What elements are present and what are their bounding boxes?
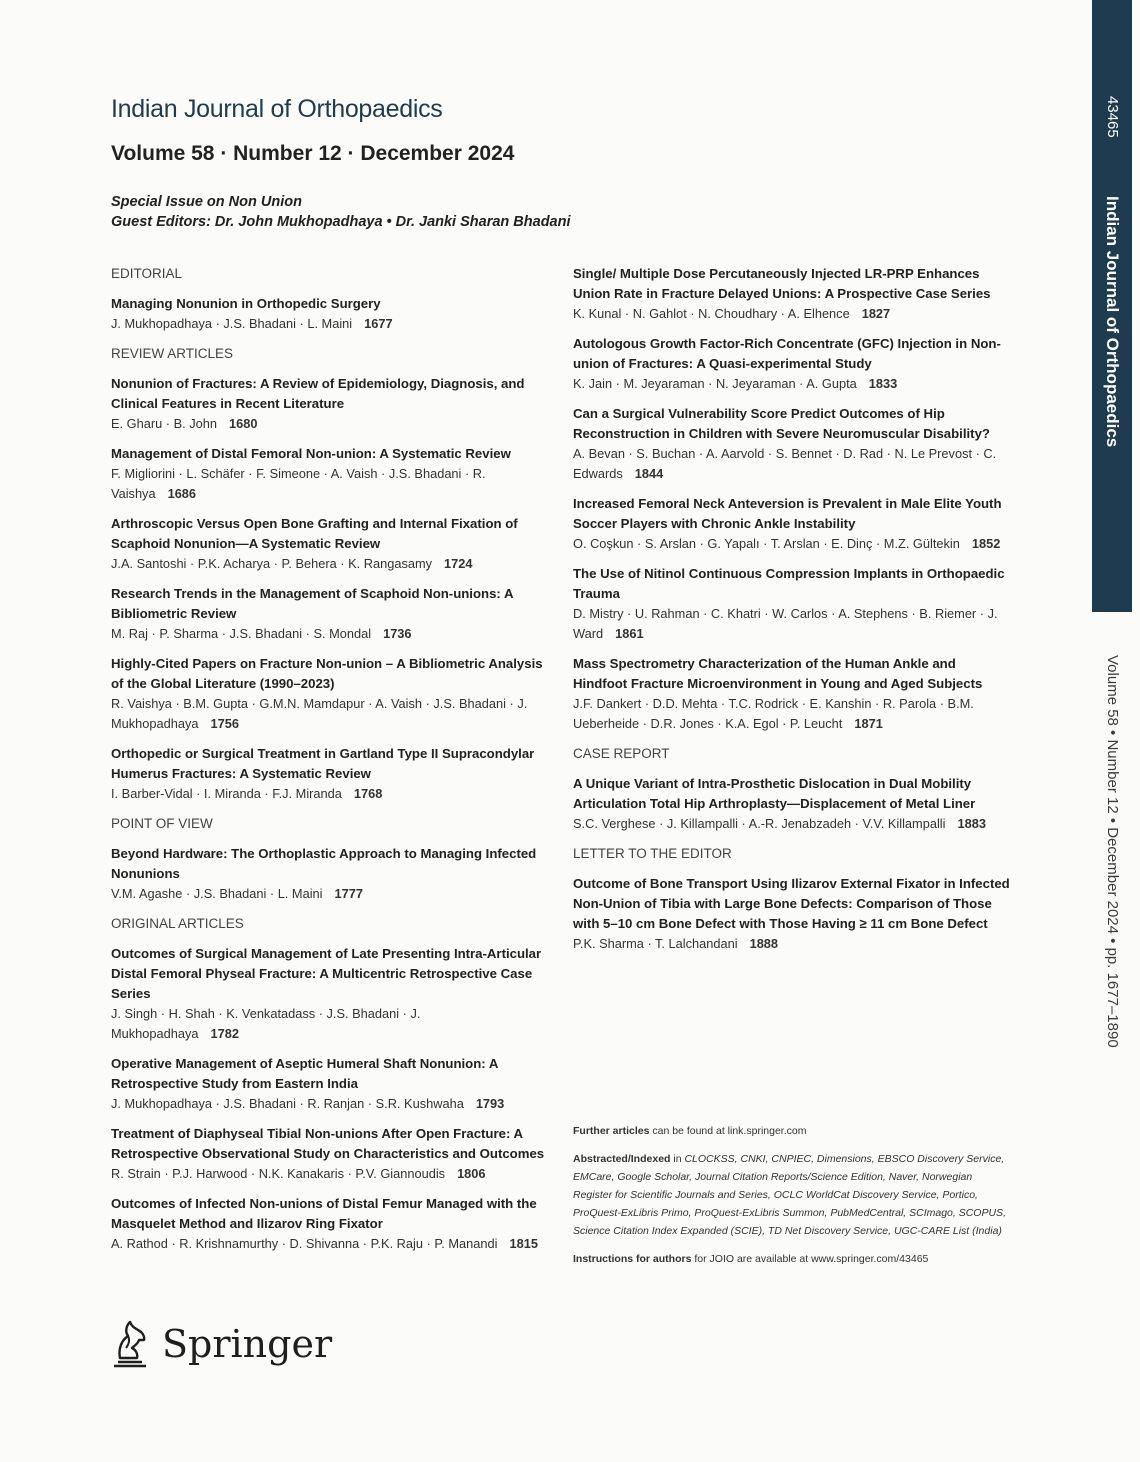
article-authors-line [573,694,1013,734]
section-heading: LETTER TO THE EDITOR [573,846,732,861]
article-page: 1724 [444,556,473,571]
article-authors-line [111,314,551,334]
springer-horse-icon [108,1318,152,1370]
article-authors: J.F. Dankert · D.D. Mehta · T.C. Rodrick · E. Kanshin · R. Parola · B.M. Ueberheide · D.R. Jones · K.A. Egol · P. Leucht [573,696,974,731]
article-page: 1871 [854,716,883,731]
abstracted-in: in [670,1153,685,1165]
article-authors: R. Strain · P.J. Harwood · N.K. Kanakaris · P.V. Giannoudis [111,1166,446,1181]
article-page: 1815 [509,1236,538,1251]
article-authors: O. Coşkun · S. Arslan · G. Yapalı · T. Arslan · E. Dinç · M.Z. Gültekin [573,536,960,551]
article-page: 1768 [353,786,383,801]
article-authors: J. Mukhopadhaya · J.S. Bhadani · R. Ranjan · S.R. Kushwaha [111,1096,464,1111]
article-entry[interactable] [111,1054,551,1114]
article-entry[interactable] [111,1194,551,1254]
section-heading: CASE REPORT [573,746,670,761]
article-title[interactable]: Autologous Growth Factor-Rich Concentrate (GFC) Injection in Non-union of Fractures: A Quasi-experimental Study [573,336,1001,371]
article-title[interactable]: Mass Spectrometry Characterization of the Human Ankle and Hindfoot Fracture Microenvironment in Young and Aged Subjects [573,656,983,691]
article-entry[interactable] [111,514,551,574]
article-authors: E. Gharu · B. John [111,416,217,431]
article-authors-line [111,464,551,504]
article-page: 1888 [749,936,779,951]
article-authors-line [573,814,1013,834]
spine-journal-code: 43465 [1104,96,1121,138]
article-page: 1736 [383,626,412,641]
article-authors-line [573,374,1013,394]
article-authors-line [573,444,1013,484]
article-entry[interactable] [573,564,1013,644]
article-title[interactable]: Nonunion of Fractures: A Review of Epidemiology, Diagnosis, and Clinical Features in Recent Literature [111,376,525,411]
article-title[interactable]: Increased Femoral Neck Anteversion is Prevalent in Male Elite Youth Soccer Players with Chronic Ankle Instability [573,496,1002,531]
article-entry[interactable] [573,404,1013,484]
article-authors: A. Bevan · S. Buchan · A. Aarvold · S. Bennet · D. Rad · N. Le Prevost · C. Edwards [573,446,997,481]
publisher-name: Springer [162,1322,333,1366]
article-page: 1861 [615,626,644,641]
section-heading: REVIEW ARTICLES [111,346,234,361]
article-authors-line [573,934,1013,954]
article-authors: K. Kunal · N. Gahlot · N. Choudhary · A. Elhence [573,306,850,321]
article-entry[interactable] [573,264,1013,324]
section-heading: ORIGINAL ARTICLES [111,916,244,931]
article-authors-line [573,604,1013,644]
article-page: 1833 [868,376,898,391]
article-title[interactable]: A Unique Variant of Intra-Prosthetic Dislocation in Dual Mobility Articulation Total Hip Arthroplasty—Displacement of Metal Liner [573,776,976,811]
article-authors: D. Mistry · U. Rahman · C. Khatri · W. Carlos · A. Stephens · B. Riemer · J. Ward [573,606,998,641]
article-entry[interactable] [111,1124,551,1184]
article-authors-line [573,534,1013,554]
article-entry[interactable] [111,744,551,804]
article-page: 1777 [334,886,363,901]
article-entry[interactable] [111,844,551,904]
article-authors-line [111,784,551,804]
toc-section [573,844,1013,954]
article-entry[interactable] [111,294,551,334]
toc-section [111,814,551,904]
toc-section [111,914,551,1254]
article-page: 1806 [457,1166,486,1181]
article-page: 1827 [861,306,891,321]
instructions-note [573,1250,1013,1268]
article-authors: R. Vaishya · B.M. Gupta · G.M.N. Mamdapur · A. Vaish · J.S. Bhadani · J. Mukhopadhaya [111,696,528,731]
toc-left-column [111,264,551,1264]
spine-journal-name: Indian Journal of Orthopaedics [1103,196,1122,448]
article-title[interactable]: Outcomes of Infected Non-unions of Distal Femur Managed with the Masquelet Method and Ilizarov Ring Fixator [111,1196,537,1231]
abstracted-label: Abstracted/Indexed [573,1153,671,1165]
springer-logo [108,1318,332,1370]
instructions-label: Instructions for authors [573,1253,692,1265]
section-heading: EDITORIAL [111,266,183,281]
article-entry[interactable] [111,374,551,434]
article-title[interactable]: Outcomes of Surgical Management of Late Presenting Intra-Articular Distal Femoral Physeal Fracture: A Multicentric Retrospective Case Series [111,946,542,1001]
article-title[interactable]: Single/ Multiple Dose Percutaneously Injected LR-PRP Enhances Union Rate in Fracture Delayed Unions: A Prospective Case Series [573,266,991,301]
special-issue-title: Special Issue on Non Union [111,194,302,210]
article-authors: K. Jain · M. Jeyaraman · N. Jeyaraman · A. Gupta [573,376,857,391]
further-articles-label: Further articles [573,1125,650,1137]
instructions-text: for JOIO are available at www.springer.com/43465 [691,1253,929,1265]
article-authors-line [111,624,551,644]
article-page: 1844 [634,466,664,481]
toc-section [111,344,551,804]
article-entry[interactable] [111,584,551,644]
article-page: 1883 [957,816,986,831]
article-authors: A. Rathod · R. Krishnamurthy · D. Shivanna · P.K. Raju · P. Manandi [111,1236,498,1251]
article-title[interactable]: Management of Distal Femoral Non-union: A Systematic Review [111,446,511,461]
section-heading: POINT OF VIEW [111,816,213,831]
guest-editors: Guest Editors: Dr. John Mukhopadhaya • Dr. Janki Sharan Bhadani [111,214,571,230]
article-authors-line [111,554,551,574]
spine-volume-line: Volume 58 • Number 12 • December 2024 • pp. 1677–1890 [1104,655,1121,1048]
article-page: 1680 [228,416,258,431]
article-authors-line [111,1004,551,1044]
article-title[interactable]: Operative Management of Aseptic Humeral Shaft Nonunion: A Retrospective Study from Eastern India [111,1056,498,1091]
article-authors-line [111,414,551,434]
article-authors: J. Mukhopadhaya · J.S. Bhadani · L. Maini [111,316,353,331]
article-title[interactable]: Arthroscopic Versus Open Bone Grafting and Internal Fixation of Scaphoid Nonunion—A Systematic Review [111,516,518,551]
article-authors: I. Barber-Vidal · I. Miranda · F.J. Miranda [111,786,342,801]
article-entry[interactable] [111,444,551,504]
article-entry[interactable] [573,774,1013,834]
article-title[interactable]: Research Trends in the Management of Scaphoid Non-unions: A Bibliometric Review [111,586,514,621]
toc-right-column [573,264,1013,964]
article-authors: J. Singh · H. Shah · K. Venkatadass · J.S. Bhadani · J. Mukhopadhaya [111,1006,421,1041]
article-authors: J.A. Santoshi · P.K. Acharya · P. Behera · K. Rangasamy [111,556,433,571]
article-authors-line [111,1164,551,1184]
issue-line: Volume 58 · Number 12 · December 2024 [111,142,515,165]
article-authors-line [111,1094,551,1114]
article-page: 1782 [210,1026,239,1041]
article-title[interactable]: The Use of Nitinol Continuous Compression Implants in Orthopaedic Trauma [573,566,1005,601]
article-entry[interactable] [573,874,1013,954]
article-authors-line [573,304,1013,324]
article-title[interactable]: Orthopedic or Surgical Treatment in Gartland Type II Supracondylar Humerus Fractures: A Systematic Review [111,746,535,781]
article-title[interactable]: Can a Surgical Vulnerability Score Predict Outcomes of Hip Reconstruction in Children with Severe Neuromuscular Disability? [573,406,990,441]
abstracted-note [573,1150,1013,1240]
article-authors-line [111,1234,551,1254]
spine-bar [1092,0,1132,612]
article-entry[interactable] [111,944,551,1044]
article-entry[interactable] [573,334,1013,394]
article-authors-line [111,884,551,904]
article-page: 1852 [971,536,1001,551]
article-title[interactable]: Treatment of Diaphyseal Tibial Non-unions After Open Fracture: A Retrospective Observational Study on Characteristics and Outcomes [111,1126,545,1161]
article-authors: S.C. Verghese · J. Killampalli · A.-R. Jenabzadeh · V.V. Killampalli [573,816,946,831]
article-authors: F. Migliorini · L. Schäfer · F. Simeone · A. Vaish · J.S. Bhadani · R. Vaishya [111,466,486,501]
article-title[interactable]: Outcome of Bone Transport Using Ilizarov External Fixator in Infected Non-Union of Tibia with Large Bone Defects: Comparison of Those with 5–10 cm Bone Defect with Those Having ≥ 11 cm Bone Defect [573,876,1010,931]
toc-section [573,264,1013,734]
toc-section [573,744,1013,834]
indexing-notes [573,1122,1013,1278]
toc-section [111,264,551,334]
article-entry[interactable] [573,654,1013,734]
article-page: 1686 [167,486,197,501]
further-articles-note [573,1122,1013,1140]
article-entry[interactable] [111,654,551,734]
article-page: 1677 [364,316,393,331]
further-articles-text: can be found at link.springer.com [649,1125,807,1137]
article-authors: P.K. Sharma · T. Lalchandani [573,936,738,951]
special-issue-block [111,192,571,232]
article-page: 1793 [475,1096,505,1111]
article-authors: M. Raj · P. Sharma · J.S. Bhadani · S. Mondal [111,626,372,641]
article-page: 1756 [210,716,239,731]
article-authors-line [111,694,551,734]
article-entry[interactable] [573,494,1013,554]
article-title[interactable]: Managing Nonunion in Orthopedic Surgery [111,296,381,311]
article-title[interactable]: Beyond Hardware: The Orthoplastic Approach to Managing Infected Nonunions [111,846,537,881]
abstracted-list: CLOCKSS, CNKI, CNPIEC, Dimensions, EBSCO Discovery Service, EMCare, Google Scholar, Journal Citation Reports/Science Edition, Naver, Norwegian Register for Scientific Journals and Series, OCLC WorldCat Discovery Service, Portico, ProQuest-ExLibris Primo, ProQuest-ExLibris Summon, PubMedCentral, SCImago, SCOPUS, Science Citation Index Expanded (SCIE), TD Net Discovery Service, UGC-CARE List (India) [573,1153,1006,1237]
journal-title: Indian Journal of Orthopaedics [111,95,443,123]
article-authors: V.M. Agashe · J.S. Bhadani · L. Maini [111,886,323,901]
article-title[interactable]: Highly-Cited Papers on Fracture Non-union – A Bibliometric Analysis of the Global Literature (1990–2023) [111,656,543,691]
